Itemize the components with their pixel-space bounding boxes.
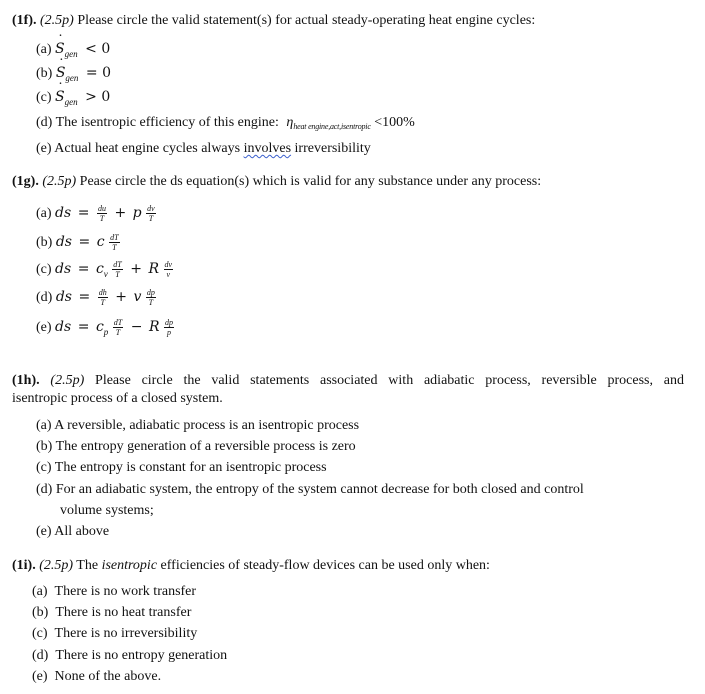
option-text: There is no entropy generation — [55, 648, 228, 663]
prompt-line-1 — [12, 372, 684, 390]
option-1f-d[interactable] — [36, 114, 415, 133]
option-letter: (c) — [36, 90, 52, 105]
grammar-marked-word: involves — [243, 141, 292, 156]
option-letter: (a) — [36, 418, 52, 433]
operator: + — [115, 289, 127, 305]
option-letter: (c) — [36, 460, 52, 475]
option-letter: (a) — [36, 206, 52, 221]
relation: < 0 — [85, 41, 111, 57]
option-1f-b[interactable] — [36, 64, 111, 83]
denominator: T — [100, 298, 105, 308]
lhs: ds — [55, 261, 72, 277]
option-letter: (c) — [36, 262, 52, 277]
numerator: dT — [113, 318, 123, 328]
question-label: (1f). — [12, 13, 37, 28]
option-letter: (a) — [36, 42, 52, 57]
question-prompt: Please circle the valid statements associated with adiabatic process, reversible process, and — [84, 373, 685, 388]
lhs: ds — [55, 319, 72, 335]
option-1i-d[interactable] — [32, 647, 227, 665]
subscript: gen — [64, 49, 78, 59]
option-text: The isentropic efficiency of this engine: — [55, 115, 279, 130]
fraction — [98, 288, 108, 307]
option-1h-e[interactable] — [36, 523, 109, 541]
coefficient: c — [95, 319, 104, 335]
question-1h-prompt-line2: isentropic process of a closed system. — [12, 391, 223, 406]
option-text: For an adiabatic system, the entropy of the system cannot decrease for both closed and control — [55, 482, 584, 497]
subscript: gen — [64, 97, 78, 107]
prompt-italic: isentropic — [101, 558, 158, 573]
option-letter: (d) — [36, 482, 53, 497]
fraction — [164, 260, 174, 279]
coefficient: v — [133, 289, 142, 305]
option-letter: (b) — [36, 439, 53, 454]
option-1g-b[interactable] — [36, 231, 121, 254]
denominator: T — [115, 328, 121, 338]
denominator: T — [99, 214, 105, 224]
option-text: A reversible, adiabatic process is an isentropic process — [54, 418, 360, 433]
eta-symbol: η — [286, 115, 294, 130]
option-1g-c[interactable] — [36, 258, 174, 281]
option-1h-d[interactable] — [36, 481, 584, 499]
option-letter: (b) — [36, 66, 53, 81]
option-1f-a[interactable] — [36, 40, 110, 59]
numerator: dT — [110, 233, 119, 243]
option-1h-d-continued: volume systems; — [60, 503, 154, 518]
equals: = — [77, 205, 90, 221]
question-1g-header — [12, 173, 541, 191]
question-label: (1i). — [12, 558, 36, 573]
option-text: All above — [54, 524, 110, 539]
question-1i-header — [12, 557, 490, 575]
relation: > 0 — [85, 89, 111, 105]
fraction — [146, 204, 156, 223]
denominator: T — [115, 270, 120, 280]
prompt-post: efficiencies of steady-flow devices can be used only when: — [157, 558, 490, 573]
operator: − — [130, 319, 143, 335]
points-label: (2.5p) — [39, 558, 74, 573]
coefficient: c — [96, 234, 105, 250]
option-letter: (e) — [36, 141, 52, 156]
option-letter: (d) — [36, 290, 53, 305]
fraction — [112, 260, 122, 279]
option-letter: (c) — [32, 626, 48, 641]
option-letter: (b) — [32, 605, 49, 620]
option-1h-a[interactable] — [36, 417, 359, 435]
coefficient: p — [132, 205, 142, 221]
numerator: dp — [146, 288, 155, 298]
numerator: dv — [164, 260, 173, 270]
equals: = — [78, 234, 91, 250]
denominator: T — [148, 298, 154, 308]
points-label: (2.5p) — [42, 174, 77, 189]
option-text: The entropy is constant for an isentropic process — [54, 460, 327, 475]
option-1g-d[interactable] — [36, 286, 157, 309]
option-text-end: irreversibility — [291, 141, 371, 156]
fraction — [164, 318, 174, 337]
option-text: There is no work transfer — [54, 584, 197, 599]
option-text: None of the above. — [54, 669, 162, 684]
option-letter: (a) — [32, 584, 48, 599]
numerator: du — [97, 204, 106, 214]
fraction — [146, 288, 156, 307]
option-text: There is no irreversibility — [54, 626, 198, 641]
lhs: ds — [55, 205, 72, 221]
denominator: p — [167, 328, 172, 338]
points-label: (2.5p) — [50, 373, 85, 388]
relation: = 0 — [85, 65, 112, 81]
option-text: The entropy generation of a reversible process is zero — [55, 439, 356, 454]
fraction — [109, 233, 119, 252]
option-1f-c[interactable] — [36, 88, 110, 107]
coefficient: R — [148, 319, 160, 335]
coefficient-subscript: v — [103, 269, 108, 279]
lhs: ds — [55, 234, 72, 250]
entropy-symbol: ˙ S — [56, 64, 66, 82]
entropy-symbol: ˙ S — [55, 40, 65, 58]
option-letter: (d) — [32, 648, 49, 663]
fraction — [97, 204, 107, 223]
option-tail: <100% — [374, 115, 415, 130]
equals: = — [77, 319, 90, 335]
question-prompt: Pease circle the ds equation(s) which is valid for any substance under any process: — [76, 174, 542, 189]
option-1g-e[interactable] — [36, 316, 175, 339]
numerator: dh — [98, 288, 107, 298]
operator: + — [114, 205, 127, 221]
points-label: (2.5p) — [40, 13, 74, 28]
lhs: ds — [55, 289, 72, 305]
equals: = — [78, 289, 91, 305]
option-letter: (d) — [36, 115, 53, 130]
option-1i-a[interactable] — [32, 583, 196, 601]
option-letter: (e) — [36, 320, 52, 335]
denominator: T — [112, 243, 117, 253]
entropy-symbol: ˙ S — [55, 88, 65, 106]
question-label: (1h). — [12, 373, 40, 388]
equals: = — [77, 261, 90, 277]
option-text: There is no heat transfer — [55, 605, 192, 620]
prompt-pre: The — [73, 558, 102, 573]
coefficient: R — [148, 261, 160, 277]
option-1f-e[interactable] — [36, 140, 371, 158]
option-1i-b[interactable] — [32, 604, 191, 622]
numerator: dp — [165, 318, 174, 328]
option-1i-e[interactable] — [32, 668, 161, 686]
option-letter: (b) — [36, 235, 53, 250]
option-1i-c[interactable] — [32, 625, 197, 643]
eta-subscript: heat engine,act,isentropic — [293, 122, 371, 131]
option-1h-b[interactable] — [36, 438, 356, 456]
question-prompt: Please circle the valid statement(s) for actual steady-operating heat engine cycles: — [73, 13, 536, 28]
fraction — [113, 318, 123, 337]
option-1g-a[interactable] — [36, 202, 157, 225]
coefficient-subscript: p — [103, 327, 109, 337]
subscript: gen — [65, 73, 79, 83]
option-letter: (e) — [36, 524, 52, 539]
operator: + — [130, 261, 142, 277]
numerator: dT — [113, 260, 122, 270]
option-text: Actual heat engine cycles always — [54, 141, 244, 156]
question-1f-header — [12, 12, 535, 30]
numerator: dv — [147, 204, 155, 214]
question-1h-header — [12, 372, 684, 390]
option-1h-c[interactable] — [36, 459, 327, 477]
denominator: v — [166, 270, 171, 280]
option-letter: (e) — [32, 669, 48, 684]
question-label: (1g). — [12, 174, 39, 189]
coefficient: c — [95, 261, 104, 277]
denominator: T — [148, 214, 154, 224]
